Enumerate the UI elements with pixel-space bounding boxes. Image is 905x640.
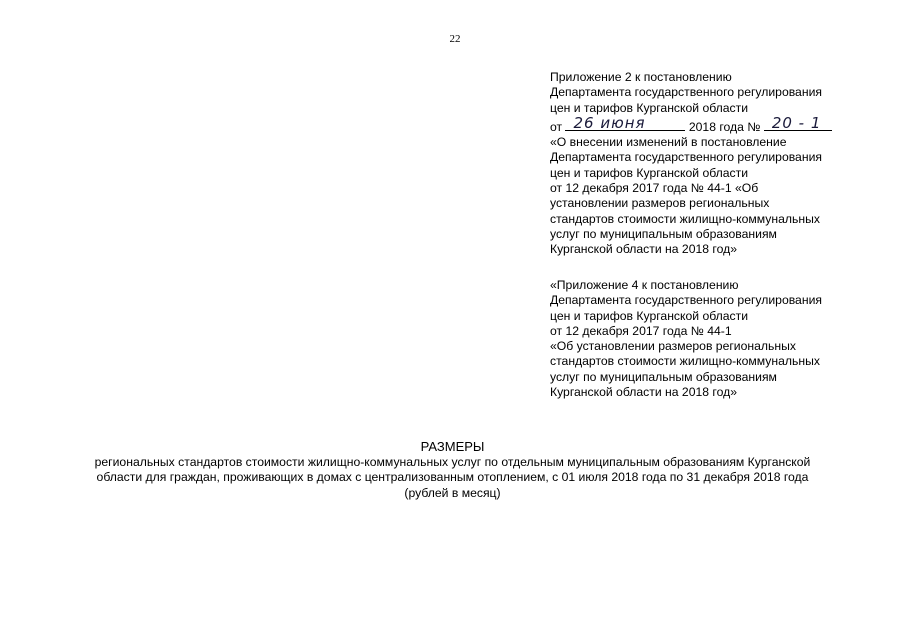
number-field [764, 113, 832, 132]
date-suffix: 2018 года № [688, 119, 761, 134]
appendix-4-line: услуг по муниципальным образованиям [550, 369, 777, 384]
appendix-2-line: стандартов стоимости жилищно-коммунальных [550, 211, 820, 226]
appendix-2-date-line [550, 113, 870, 135]
appendix-4-line: «Об установлении размеров региональных [550, 339, 796, 354]
appendix-2-header [550, 70, 870, 258]
appendix-2-line: «О внесении изменений в постановление [550, 135, 787, 150]
document-heading: РАЗМЕРЫ [420, 439, 485, 454]
appendix-4-line: «Приложение 4 к постановлению [550, 278, 739, 292]
page-number: 22 [449, 33, 461, 45]
appendix-4-line: Курганской области на 2018 год» [550, 385, 737, 400]
document-subtitle-line: области для граждан, проживающих в домах с централизованным отоплением, с 01 июля 2018 года по 31 декабря 2018 года [96, 470, 809, 485]
appendix-4-line: от 12 декабря 2017 года № 44-1 [550, 323, 732, 338]
appendix-2-line: Курганской области на 2018 год» [550, 242, 737, 257]
date-prefix: от [550, 119, 563, 134]
appendix-2-line: Департамента государственного регулирования [550, 150, 822, 165]
appendix-4-line: стандартов стоимости жилищно-коммунальных [550, 354, 820, 369]
appendix-2-line: Департамента государственного регулирования [550, 85, 822, 100]
appendix-4-line: цен и тарифов Курганской области [550, 308, 749, 323]
units-note: (рублей в месяц) [404, 485, 501, 500]
appendix-4-line: Департамента государственного регулирования [550, 293, 822, 308]
handwritten-date: 26 июня [573, 113, 646, 132]
date-field [565, 113, 685, 132]
appendix-2-line: цен и тарифов Курганской области [550, 165, 749, 180]
document-title-block [40, 439, 865, 501]
appendix-2-line: от 12 декабря 2017 года № 44-1 «Об [550, 181, 759, 196]
handwritten-number: 20 - 1 [771, 113, 822, 132]
appendix-2-line: установлении размеров региональных [550, 196, 770, 211]
document-subtitle-line: региональных стандартов стоимости жилищно-коммунальных услуг по отдельным муниципальным образованиям Курганской [94, 455, 811, 469]
appendix-2-line: Приложение 2 к постановлению [550, 70, 732, 84]
appendix-4-header [550, 278, 870, 400]
appendix-2-line: цен и тарифов Курганской области [550, 100, 749, 115]
appendix-2-line: услуг по муниципальным образованиям [550, 226, 777, 241]
